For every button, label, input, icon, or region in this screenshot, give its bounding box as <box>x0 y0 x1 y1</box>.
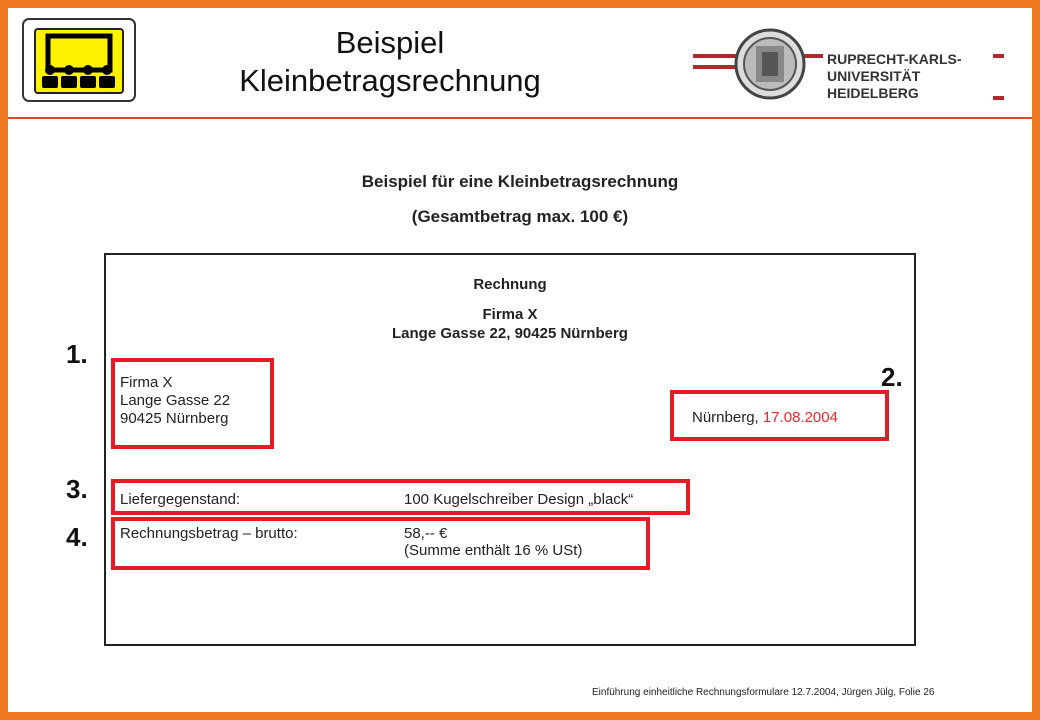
highlight-box-sender <box>111 358 274 449</box>
university-name-line3: HEIDELBERG <box>827 85 919 101</box>
university-seal-icon <box>736 30 804 98</box>
highlight-box-amount <box>111 517 650 570</box>
amount-note: (Summe enthält 16 % USt) <box>404 542 583 559</box>
item-value: 100 Kugelschreiber Design „black“ <box>404 491 634 508</box>
slide-title <box>180 24 600 100</box>
highlight-box-item <box>111 479 690 515</box>
highlight-box-date <box>670 390 889 441</box>
invoice-company: Firma X <box>482 306 538 323</box>
university-name-line2: UNIVERSITÄT <box>827 68 921 84</box>
presentation-logo <box>22 18 136 102</box>
slide-title-line2: Kleinbetragsrechnung <box>239 63 541 98</box>
document-subheading: (Gesamtbetrag max. 100 €) <box>411 207 629 226</box>
item-label: Liefergegenstand: <box>120 491 241 508</box>
presentation-audience-icon <box>34 28 124 94</box>
amount-label: Rechnungsbetrag – brutto: <box>120 525 298 542</box>
invoice-company-address: Lange Gasse 22, 90425 Nürnberg <box>392 325 628 342</box>
marker-4: 4. <box>66 522 88 552</box>
header-divider <box>8 117 1032 119</box>
sender-line2: Lange Gasse 22 <box>120 392 231 409</box>
university-name-line1: RUPRECHT-KARLS- <box>827 51 962 67</box>
slide-footer: Einführung einheitliche Rechnungsformulare 12.7.2004, Jürgen Jülg, Folie 26 <box>592 687 935 698</box>
sender-line1: Firma X <box>120 374 173 391</box>
marker-2: 2. <box>881 362 903 392</box>
amount-value: 58,-- € <box>404 525 448 542</box>
invoice-title: Rechnung <box>473 276 547 293</box>
university-logo <box>693 24 1004 103</box>
invoice-date: 17.08.2004 <box>762 409 838 426</box>
invoice-place: Nürnberg, <box>692 409 759 426</box>
sender-line3: 90425 Nürnberg <box>120 410 229 427</box>
slide-title-line1: Beispiel <box>335 25 445 60</box>
marker-1: 1. <box>66 339 88 369</box>
document-heading: Beispiel für eine Kleinbetragsrechnung <box>361 172 679 191</box>
marker-3: 3. <box>66 474 88 504</box>
